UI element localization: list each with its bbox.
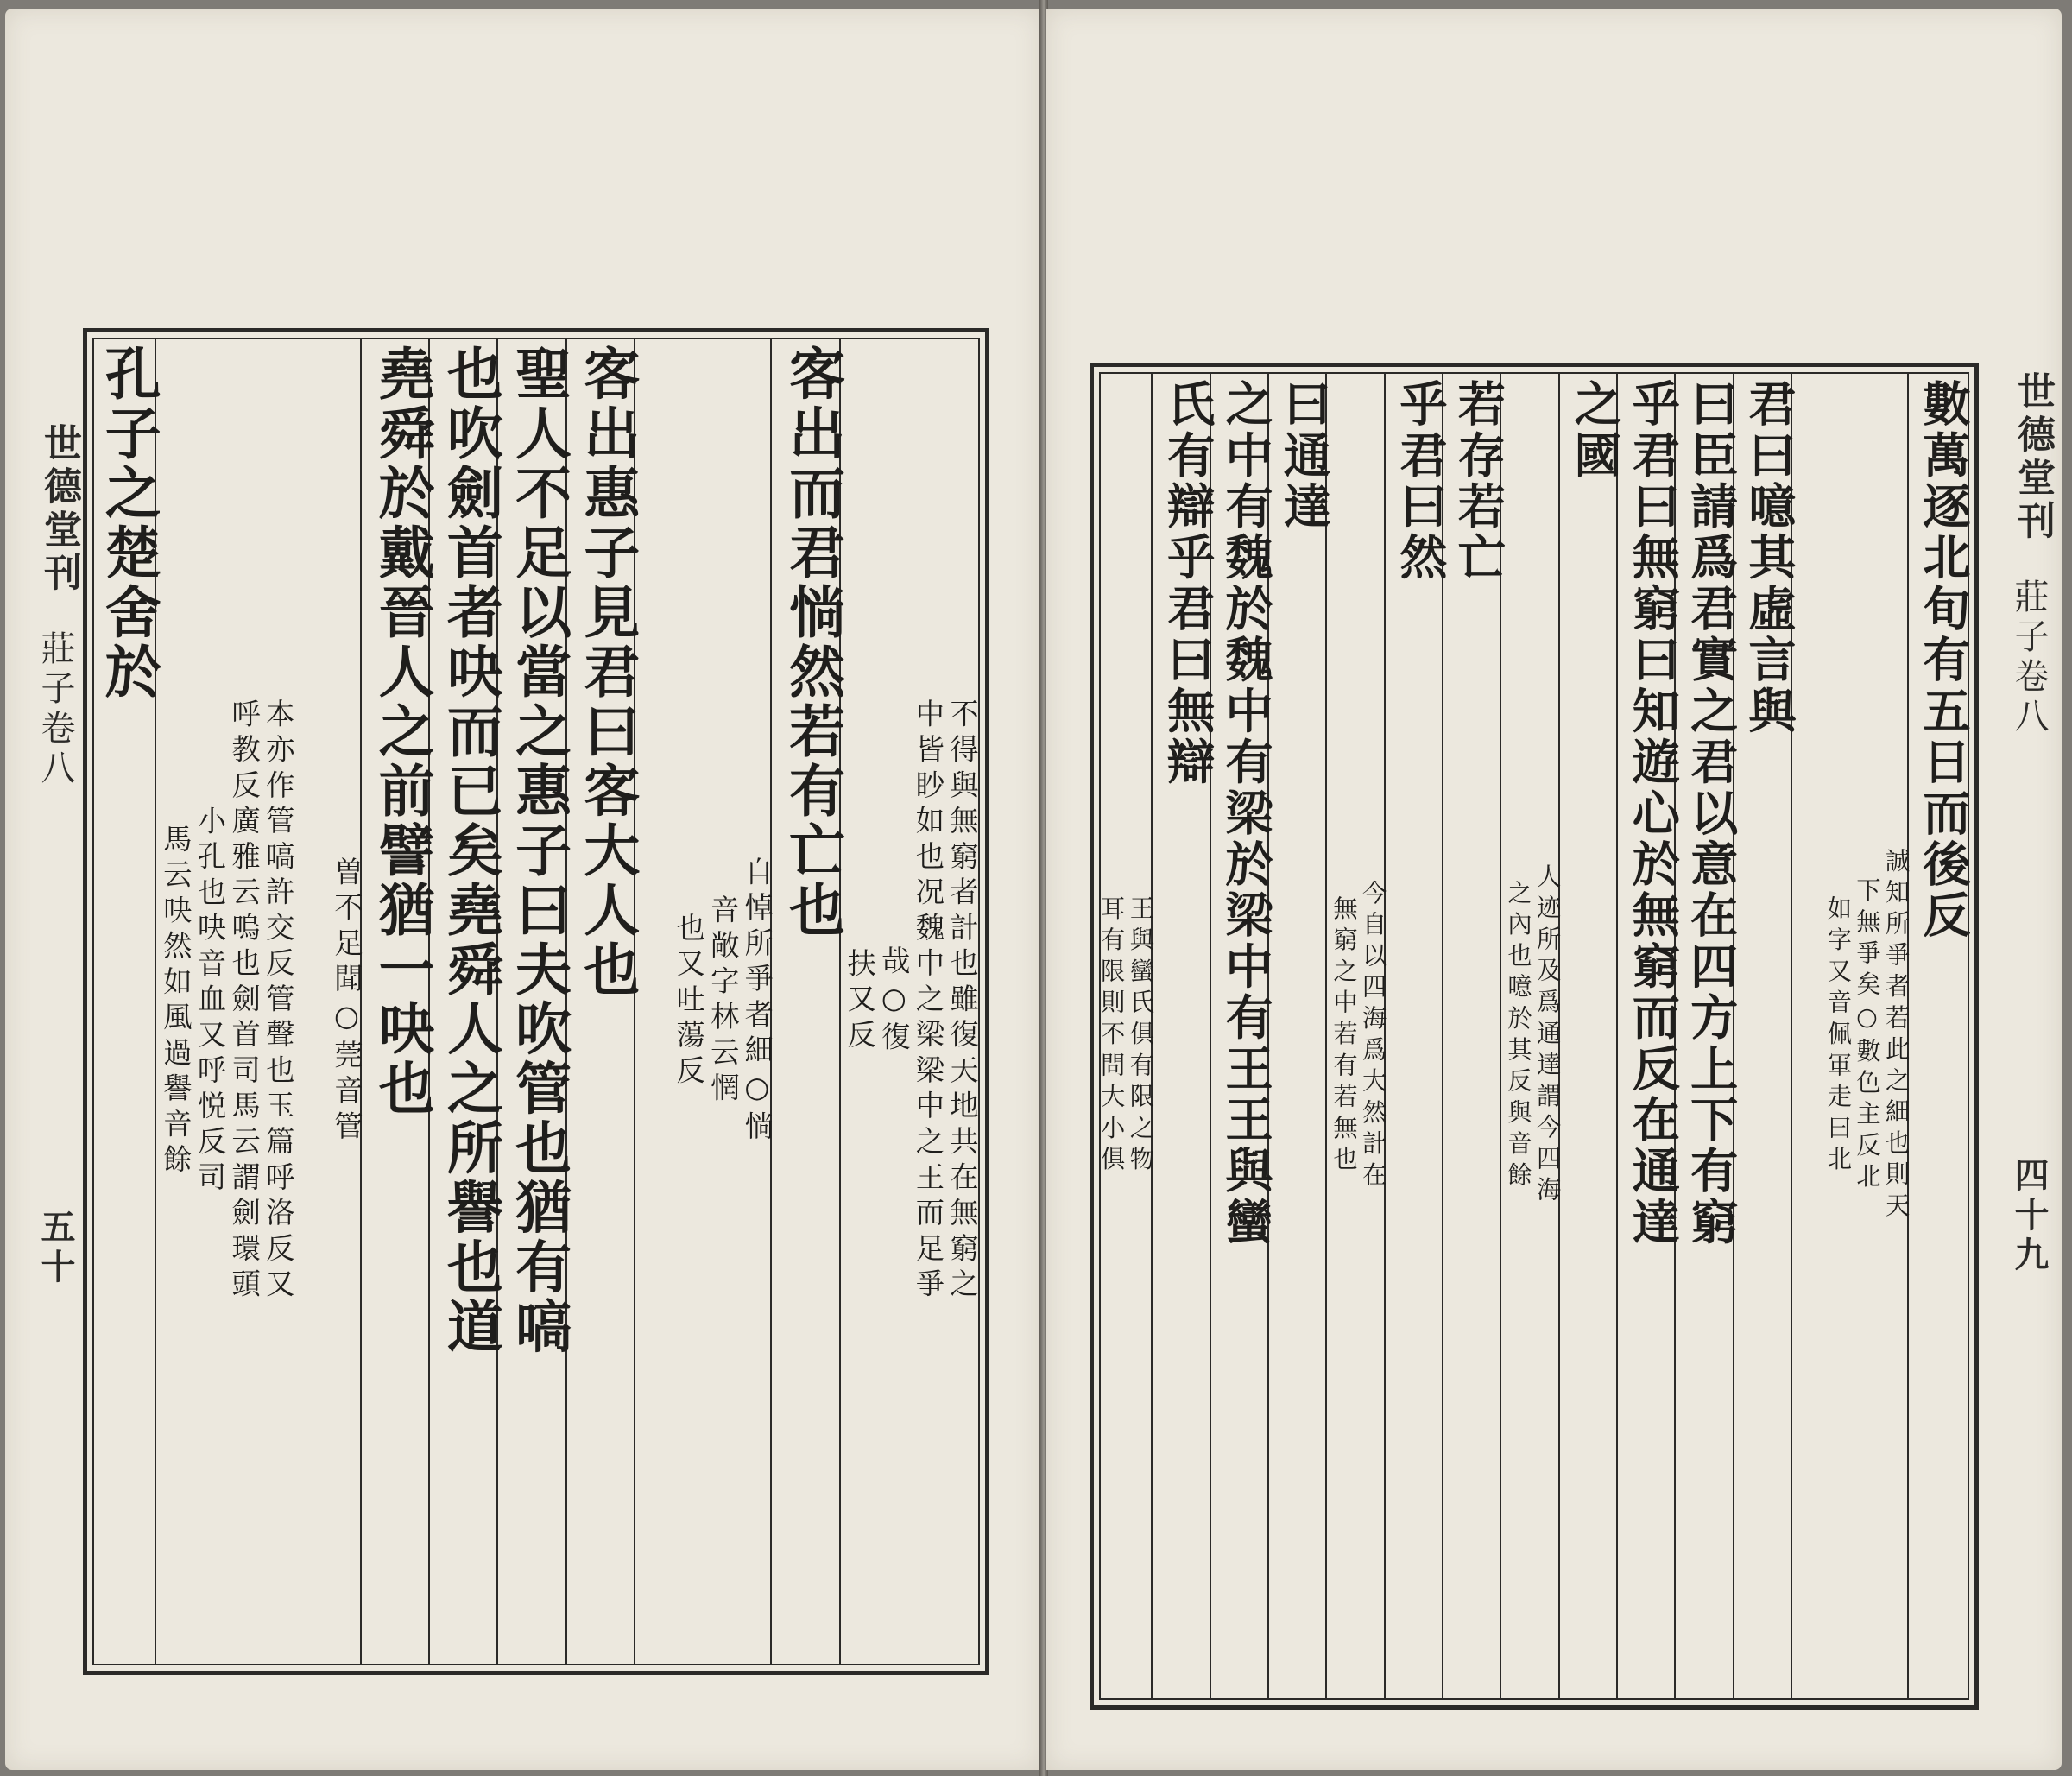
text-column (497, 332, 572, 1671)
commentary-text: 小孔也吷音血又呼悦反司 (193, 806, 227, 1198)
commentary-text: 曽不足聞○莞音管 (329, 856, 363, 1147)
text-column (361, 332, 435, 1671)
text-column (1791, 367, 1853, 1705)
right-page (1046, 9, 2062, 1770)
left-margin-chapter: 莊子卷八 (35, 630, 75, 789)
text-column (1849, 367, 1911, 1705)
main-text: 堯舜於戴晉人之前譬猶一吷也 (369, 344, 435, 1119)
main-text: 數萬逐北旬有五日而後反 (1914, 379, 1970, 942)
column-rule (1558, 374, 1560, 1698)
text-column (1734, 367, 1796, 1705)
commentary-text: 人迹所及爲通達謂今四海 (1532, 863, 1562, 1209)
text-column (1559, 367, 1621, 1705)
column-rule (1442, 374, 1443, 1698)
main-text: 客出惠子見君曰客大人也 (573, 344, 640, 1000)
column-rule (496, 339, 498, 1664)
column-rule (360, 339, 362, 1664)
column-rule (770, 339, 772, 1664)
left-text-frame (83, 328, 989, 1675)
main-text: 曰臣請爲君實之君以意在四方上下有窮 (1681, 379, 1738, 1248)
text-column (1675, 367, 1738, 1705)
column-rule (1733, 374, 1734, 1698)
column-rule (1791, 374, 1792, 1698)
text-column (1443, 367, 1506, 1705)
column-rule (428, 339, 430, 1664)
main-text: 乎君曰然 (1391, 379, 1447, 584)
commentary-text: 音敞字林云惘 (705, 894, 740, 1109)
commentary-text: 耳有限則不問大小俱 (1096, 894, 1126, 1178)
commentary-text: 自悼所爭者細○惝 (740, 856, 774, 1147)
column-rule (1500, 374, 1501, 1698)
commentary-text (1791, 379, 1821, 1693)
text-column (87, 332, 161, 1671)
text-column (429, 332, 503, 1671)
text-column (1385, 367, 1447, 1705)
column-rule (1674, 374, 1676, 1698)
column-rule (1616, 374, 1618, 1698)
commentary-text: 哉○復 (876, 945, 911, 1058)
text-column (1210, 367, 1273, 1705)
commentary-text: 扶又反 (843, 948, 877, 1055)
text-column (1094, 367, 1155, 1705)
text-column (1617, 367, 1680, 1705)
text-column (771, 332, 845, 1671)
left-page (5, 9, 1041, 1770)
main-text: 聖人不足以當之惠子曰夫吹管也猶有嗃 (505, 344, 572, 1357)
right-text-frame (1090, 363, 1979, 1710)
text-column (155, 332, 227, 1671)
text-column (908, 332, 979, 1671)
commentary-text: 王與蠻氏俱有限之物 (1126, 894, 1155, 1178)
column-rule (155, 339, 156, 1664)
column-rule (1267, 374, 1269, 1698)
commentary-text: 不得與無窮者計也雖復天地共在無窮之 (945, 698, 979, 1305)
main-text: 孔子之楚舍於 (95, 344, 161, 702)
main-text: 之國 (1565, 379, 1621, 482)
commentary-text: 下無爭矣○數色主反北 (1853, 877, 1882, 1195)
main-text: 曰通達 (1274, 379, 1331, 533)
right-margin-folio: 四十九 (2009, 1157, 2050, 1276)
left-margin-folio: 五十 (35, 1209, 76, 1288)
column-rule (1151, 374, 1153, 1698)
text-column (635, 332, 706, 1671)
text-column (224, 332, 295, 1671)
column-rule (565, 339, 567, 1664)
main-text: 之中有魏於魏中有梁於梁中有王王與蠻 (1216, 379, 1273, 1248)
text-column (1500, 367, 1562, 1705)
main-text: 若存若亡 (1449, 379, 1506, 584)
main-text: 氏有辯乎君曰無辯 (1158, 379, 1215, 788)
commentary-text: 呼教反廣雅云嗚也劍首司馬云謂劍環頭 (227, 698, 262, 1305)
column-rule (1907, 374, 1909, 1698)
main-text: 乎君曰無窮曰知遊心於無窮而反在通達 (1623, 379, 1680, 1248)
text-column (840, 332, 911, 1671)
text-column (1268, 367, 1331, 1705)
column-rule (839, 339, 841, 1664)
text-column (703, 332, 774, 1671)
text-column (1152, 367, 1215, 1705)
main-text: 君曰噫其虛言與 (1740, 379, 1796, 737)
left-margin-title: 世德堂刊 (37, 423, 81, 596)
commentary-text (293, 344, 327, 1659)
commentary-text: 本亦作管嗃許交反管聲也玉篇呼洛反又 (261, 698, 295, 1305)
right-margin-chapter: 莊子卷八 (2009, 578, 2049, 737)
commentary-text: 也又吐蕩反 (672, 912, 706, 1091)
commentary-text: 之內也噫於其反與音餘 (1504, 879, 1533, 1193)
text-column (566, 332, 640, 1671)
column-rule (1325, 374, 1327, 1698)
commentary-text: 馬云吷然如風過譽音餘 (158, 823, 193, 1180)
commentary-text: 誠知所爭者若此之細也則天 (1881, 848, 1911, 1224)
column-rule (1210, 374, 1211, 1698)
right-margin-title: 世德堂刊 (2011, 371, 2055, 544)
text-column (1326, 367, 1387, 1705)
commentary-text: 中皆眇如也况魏中之梁梁中之王而足爭 (911, 698, 945, 1305)
column-rule (634, 339, 635, 1664)
commentary-text (635, 344, 669, 1659)
commentary-text: 今自以四海爲大然計在 (1358, 879, 1387, 1193)
text-column (1908, 367, 1970, 1705)
main-text: 也吹劍首者吷而已矣堯舜人之所譽也道 (437, 344, 503, 1357)
main-text: 客出而君惝然若有亡也 (779, 344, 845, 940)
commentary-text: 無窮之中若有若無也 (1330, 894, 1359, 1178)
column-rule (1384, 374, 1386, 1698)
commentary-text: 如字又音佩軍走曰北 (1823, 894, 1853, 1178)
text-column (293, 332, 361, 1671)
